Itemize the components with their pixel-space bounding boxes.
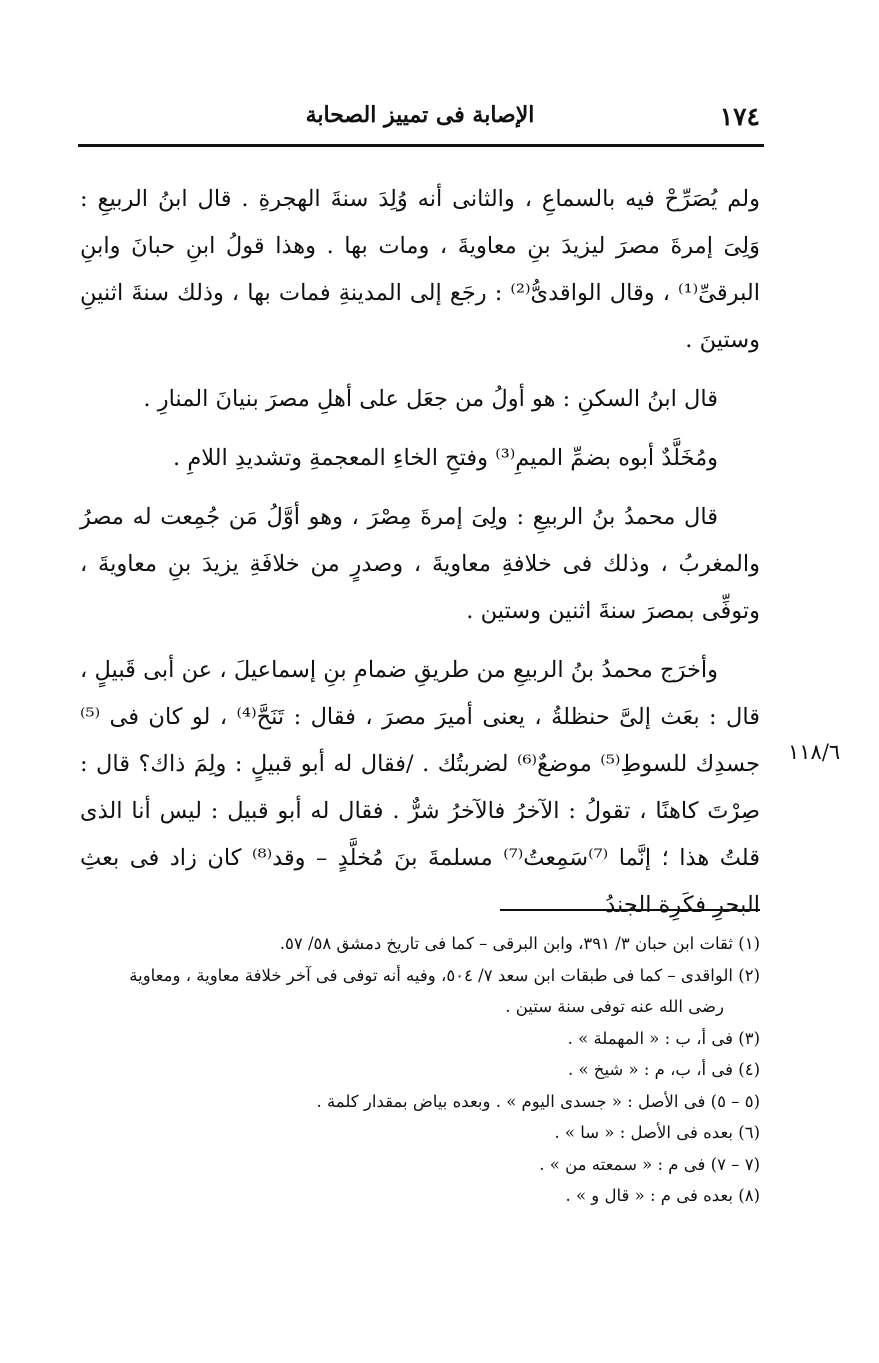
footnote: (٦) بعده فى الأصل : « سا » . — [554, 1123, 760, 1142]
footnote-continuation: رضى الله عنه توفى سنة ستين . — [505, 997, 724, 1016]
header-rule — [78, 144, 764, 147]
footnote: (٥ – ٥) فى الأصل : « جسدى اليوم » . وبعده بياض بمقدار كلمة . — [316, 1091, 760, 1111]
footnote: (٢) الواقدى – كما فى طبقات ابن سعد ٧/ ٥٠٤، وفيه أنه توفى فى آخر خلافة معاوية ، ومعاوية — [129, 965, 760, 985]
footnote: (٣) فى أ، ب : « المهملة » . — [567, 1028, 760, 1048]
page-number: ١٧٤ — [719, 102, 760, 131]
manuscript-folio-reference: ١١٨/٦ — [788, 740, 841, 764]
paragraph: قال ابنُ السكنِ : هو أولُ من جعَل على أهلِ مصرَ بنيانَ المنارِ . — [143, 386, 718, 412]
footnote: (٤) فى أ، ب، م : « شيخ » . — [567, 1060, 760, 1079]
main-text — [80, 176, 760, 929]
paragraph: قال محمدُ بنُ الربيعِ : ولِىَ إمرةَ مِصْرَ ، وهو أوَّلُ مَن جُمِعت له مصرُ والمغربُ ، وذلك فى خلافةِ معاويةَ ، وصدرٍ من خلافَةِ يزيدَ بنِ معاويةَ ، وتوفِّى بمصرَ سنةَ اثنين وستين . — [80, 504, 760, 624]
paragraph: ولم يُصَرِّحْ فيه بالسماعِ ، والثانى أنه وُلِدَ سنةَ الهجرةِ . قال ابنُ الربيعِ : وَلِىَ إمرةَ مصرَ ليزيدَ بنِ معاويةَ ، ومات بها . وهذا قولُ ابنِ حبانَ وابنِ البرقىِّ⁽¹⁾ ، وقال الواقدىُّ⁽²⁾ : رجَع إلى المدينةِ فمات بها ، وذلك سنةَ اثنينِ وستينَ . — [80, 186, 760, 353]
footnote: (٨) بعده فى م : « قال و » . — [565, 1186, 760, 1205]
page-header — [80, 100, 760, 134]
paragraph: وأخرَج محمدُ بنُ الربيعِ من طريقِ ضمامِ بنِ إسماعيلَ ، عن أبى قَبيلٍ ، قال : بعَث إلىَّ حنظلةُ ، يعنى أميرَ مصرَ ، فقال : تَنَحَّ⁽⁴⁾ ، لو كان فى ⁽⁵⁾جسدِك للسوطِ⁽⁵⁾ موضعٌ⁽⁶⁾ لضربتُك . /فقال له أبو قبيلٍ : ولِمَ ذاك؟ قال : صِرْتَ كاهنًا ، تقولُ : الآخرُ فالآخرُ شرٌّ . فقال له أبو قبيل : ليس أنا الذى قلتُ هذا ؛ إنَّما ⁽⁷⁾سَمِعتُ⁽⁷⁾ مسلمةَ بنَ مُخلَّدٍ – وقد⁽⁸⁾ كان زاد فى بعثِ البحرِ فكَرِة الجندُ — [80, 657, 761, 918]
footnote: (٧ – ٧) فى م : « سمعته من » . — [539, 1154, 760, 1174]
paragraph: ومُخَلَّدٌ أبوه بضمِّ الميمِ⁽³⁾ وفتحِ الخاءِ المعجمةِ وتشديدِ اللامِ . — [173, 445, 718, 471]
running-title: الإصابة فى تمييز الصحابة — [305, 102, 535, 128]
footnote-rule — [500, 909, 760, 911]
footnotes — [80, 928, 760, 1212]
footnote: (١) ثقات ابن حبان ٣/ ٣٩١، وابن البرقى – كما فى تاريخ دمشق ٥٨/ ٥٧. — [279, 934, 760, 953]
